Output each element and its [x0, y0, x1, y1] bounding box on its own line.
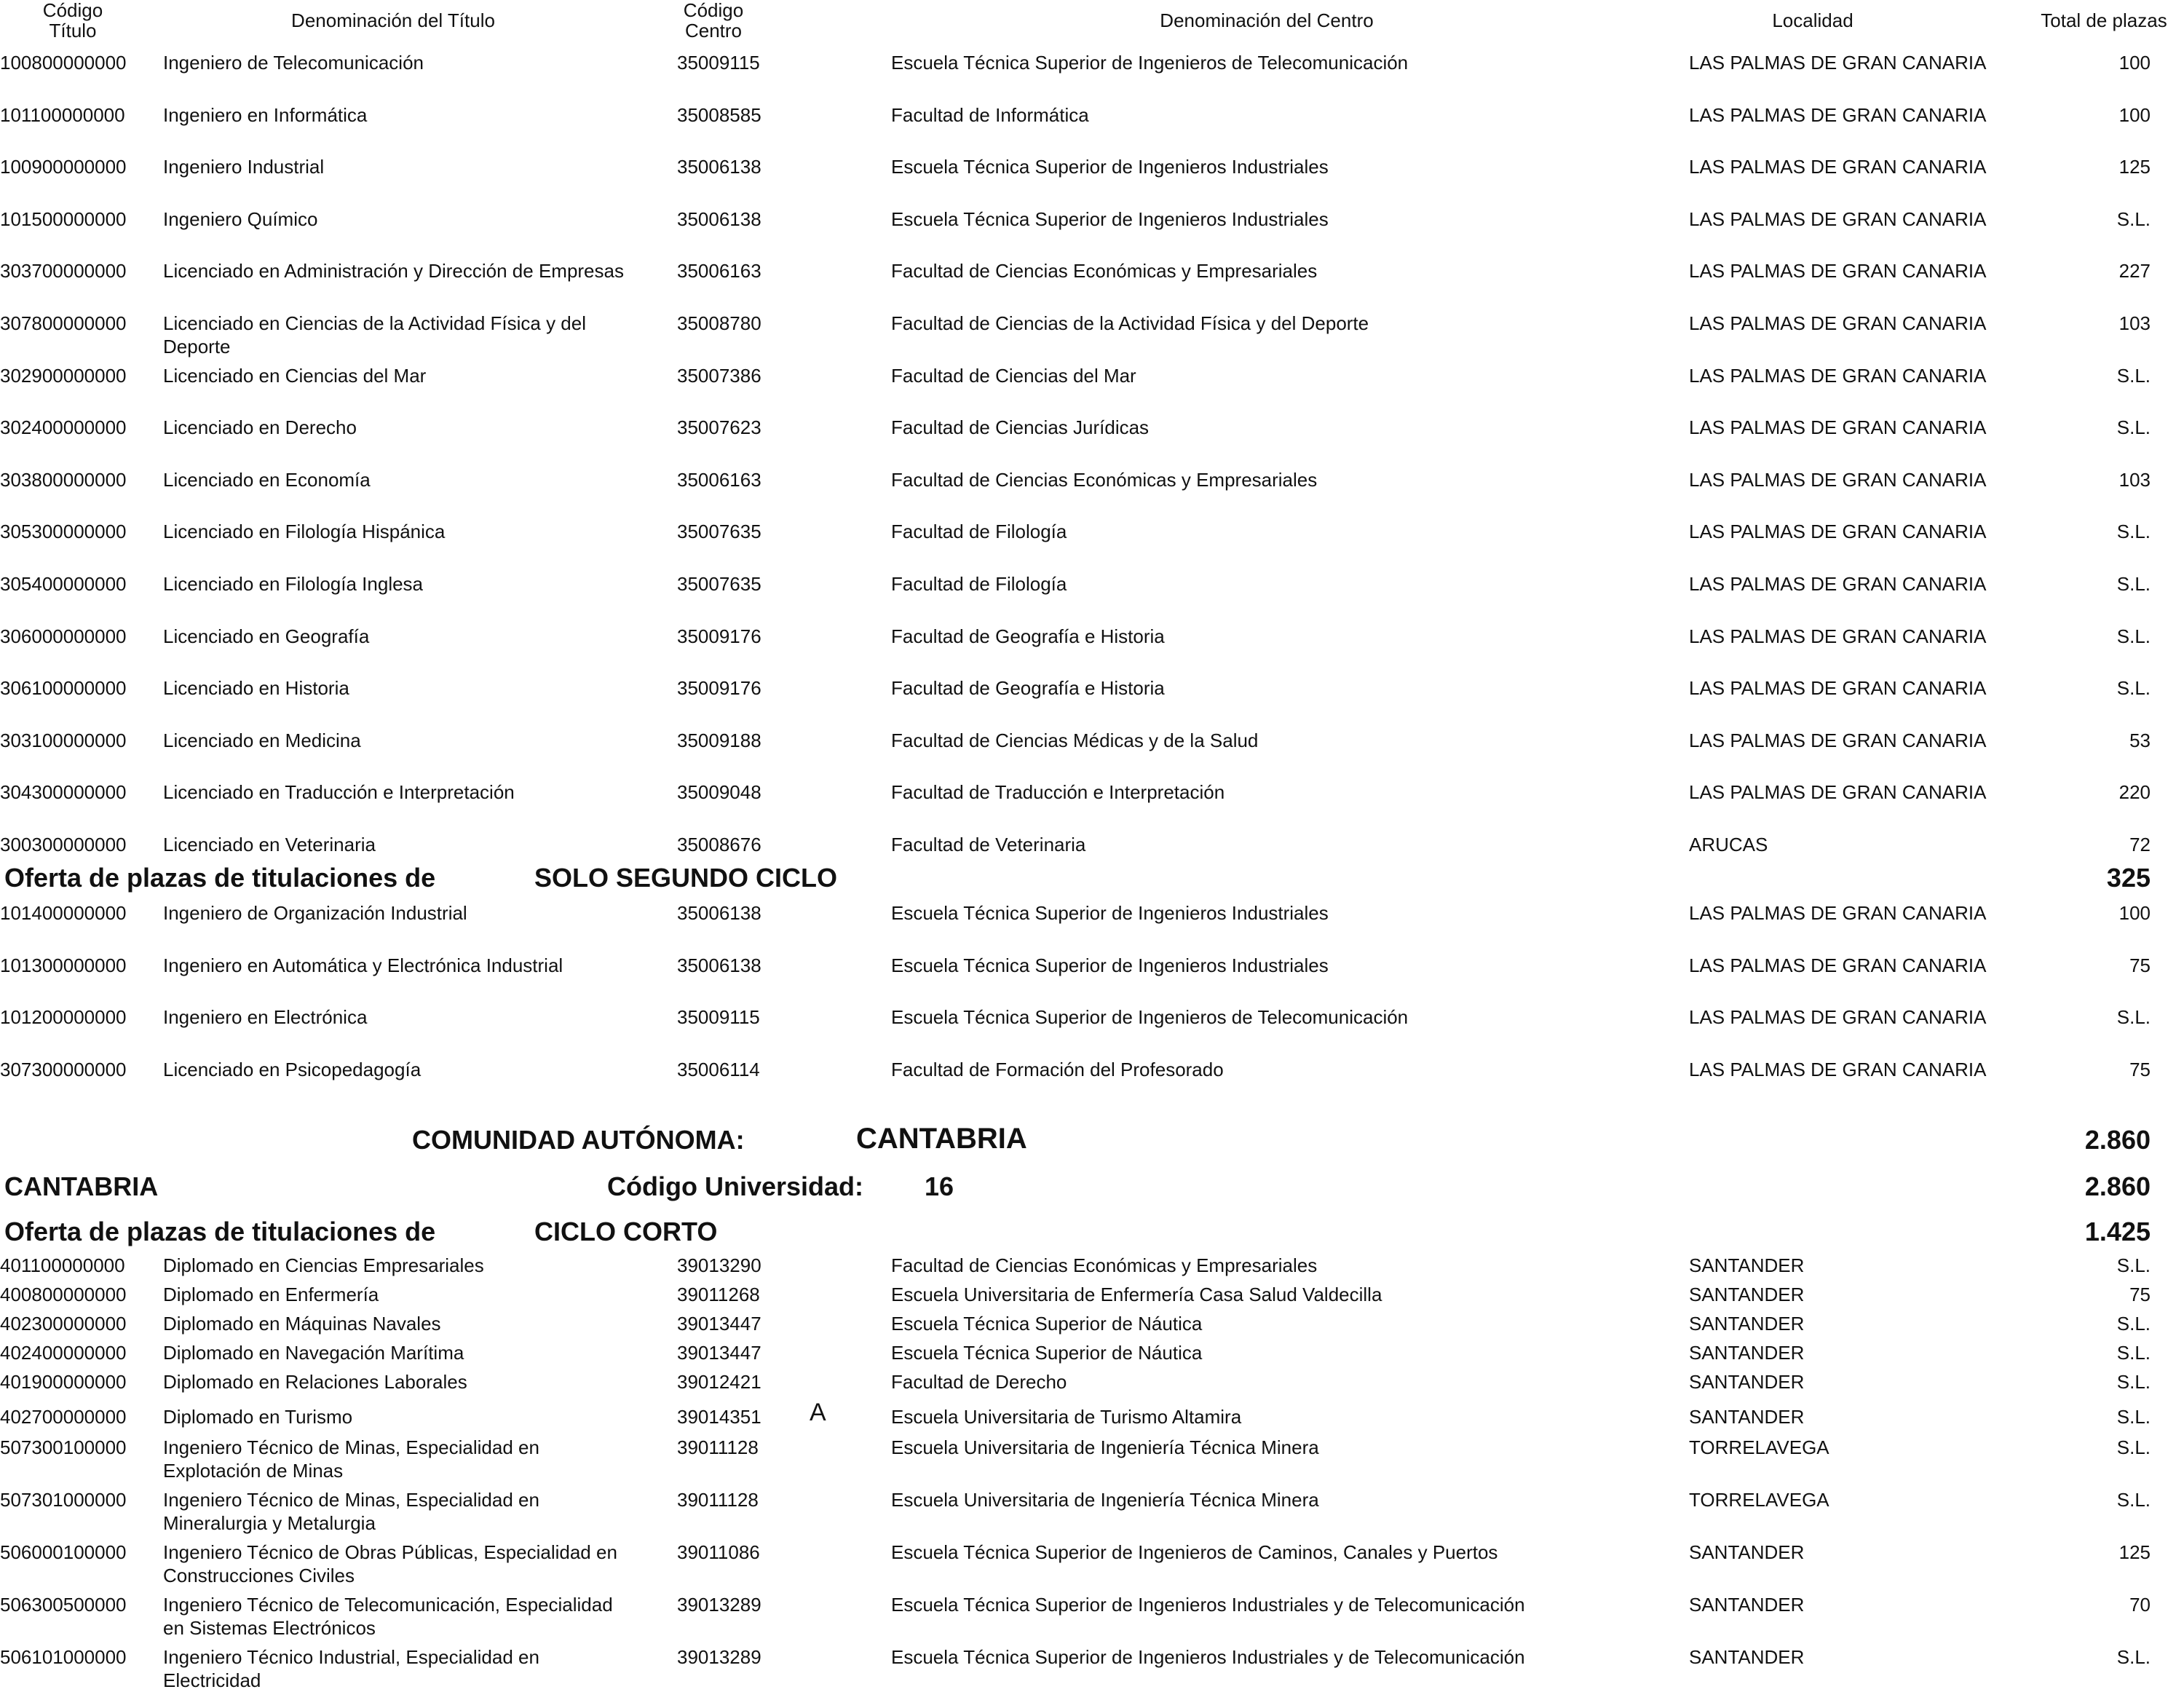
row-title: Licenciado en Psicopedagogía: [163, 1058, 422, 1080]
row-code: 101400000000: [0, 902, 127, 924]
row-code: 303800000000: [0, 468, 127, 491]
section-label-corto: Oferta de plazas de titulaciones de: [4, 1217, 436, 1246]
university-code-label: Código Universidad:: [607, 1171, 864, 1201]
row-code: 507301000000: [0, 1489, 127, 1511]
row-title: Diplomado en Ciencias Empresariales: [163, 1254, 484, 1276]
row-title: Licenciado en Medicina: [163, 729, 361, 751]
row-center-code: 39013289: [677, 1594, 761, 1616]
row-title: Licenciado en Administración y Dirección de Empresas: [163, 260, 624, 282]
row-locality: SANTANDER: [1689, 1313, 1805, 1335]
row-center-code: 35007635: [677, 573, 761, 595]
row-center-code: 35009176: [677, 677, 761, 700]
row-center-code: 39014351: [677, 1406, 761, 1428]
row-title: Ingeniero Técnico de Minas, Especialidad en Mineralurgia y Metalurgia: [163, 1489, 539, 1534]
row-locality: LAS PALMAS DE GRAN CANARIA: [1689, 52, 1987, 74]
row-center-name: Facultad de Formación del Profesorado: [891, 1058, 1224, 1080]
section-type-segundo: SOLO SEGUNDO CICLO: [534, 863, 838, 893]
row-locality: LAS PALMAS DE GRAN CANARIA: [1689, 103, 1987, 126]
row-locality: LAS PALMAS DE GRAN CANARIA: [1689, 729, 1987, 751]
header-denominacion-titulo: Denominación del Título: [291, 9, 495, 31]
row-center-name: Facultad de Ciencias Económicas y Empresariales: [891, 468, 1318, 491]
row-locality: SANTANDER: [1689, 1284, 1805, 1305]
row-code: 307800000000: [0, 312, 127, 334]
row-center-code: 35008585: [677, 103, 761, 126]
row-code: 506300500000: [0, 1594, 127, 1616]
row-code: 401900000000: [0, 1371, 127, 1393]
row-center-code: 35006138: [677, 207, 761, 230]
row-center-name: Escuela Universitaria de Ingeniería Técnica Minera: [891, 1489, 1319, 1511]
header-total-plazas: Total de plazas: [2041, 9, 2167, 31]
row-center-name: Escuela Técnica Superior de Ingenieros de Telecomunicación: [891, 1006, 1409, 1029]
row-code: 302400000000: [0, 416, 127, 439]
row-code: 305400000000: [0, 573, 127, 595]
row-code: 100900000000: [0, 156, 127, 178]
section-total-segundo: 325: [2106, 863, 2151, 893]
row-center-name: Escuela Técnica Superior de Ingenieros de Caminos, Canales y Puertos: [891, 1541, 1498, 1563]
row-center-code: 39011128: [677, 1436, 759, 1458]
row-center-name: Facultad de Filología: [891, 521, 1067, 543]
row-locality: LAS PALMAS DE GRAN CANARIA: [1689, 625, 1987, 647]
row-center-name: Facultad de Geografía e Historia: [891, 625, 1165, 647]
row-center-name: Escuela Universitaria de Enfermería Casa Salud Valdecilla: [891, 1284, 1382, 1305]
header-denominacion-centro: Denominación del Centro: [1160, 9, 1374, 31]
row-center-code: 35007386: [677, 364, 761, 387]
row-total: 220: [2118, 781, 2151, 804]
row-title: Ingeniero en Electrónica: [163, 1006, 368, 1029]
row-locality: TORRELAVEGA: [1689, 1489, 1829, 1511]
row-mark: A: [810, 1399, 826, 1426]
row-total: S.L.: [2116, 1006, 2151, 1029]
community-name: CANTABRIA: [856, 1123, 1027, 1155]
row-total: S.L.: [2116, 364, 2151, 387]
row-title: Ingeniero Técnico de Obras Públicas, Especialidad en Construcciones Civiles: [163, 1541, 617, 1586]
row-total: S.L.: [2116, 207, 2151, 230]
row-center-name: Escuela Técnica Superior de Ingenieros Industriales y de Telecomunicación: [891, 1594, 1525, 1616]
row-code: 507300100000: [0, 1436, 127, 1458]
university-name: CANTABRIA: [4, 1171, 159, 1201]
row-total: S.L.: [2116, 521, 2151, 543]
row-title: Diplomado en Navegación Marítima: [163, 1342, 464, 1364]
row-code: 101500000000: [0, 207, 127, 230]
row-total: 103: [2118, 468, 2151, 491]
row-code: 306100000000: [0, 677, 127, 700]
row-code: 506101000000: [0, 1646, 127, 1668]
row-center-code: 35009176: [677, 625, 761, 647]
university-code: 16: [925, 1171, 954, 1201]
row-total: 53: [2129, 729, 2151, 751]
row-total: 125: [2118, 156, 2151, 178]
row-locality: LAS PALMAS DE GRAN CANARIA: [1689, 468, 1987, 491]
row-center-name: Facultad de Ciencias del Mar: [891, 364, 1136, 387]
row-locality: LAS PALMAS DE GRAN CANARIA: [1689, 677, 1987, 700]
row-center-code: 35006114: [677, 1058, 760, 1080]
row-center-name: Escuela Técnica Superior de Ingenieros Industriales: [891, 902, 1329, 924]
row-total: 100: [2118, 103, 2151, 126]
row-title: Licenciado en Geografía: [163, 625, 370, 647]
row-center-code: 35007635: [677, 521, 761, 543]
row-locality: LAS PALMAS DE GRAN CANARIA: [1689, 207, 1987, 230]
row-center-code: 39011086: [677, 1541, 760, 1563]
row-locality: SANTANDER: [1689, 1371, 1805, 1393]
row-title: Diplomado en Enfermería: [163, 1284, 379, 1305]
row-code: 306000000000: [0, 625, 127, 647]
row-center-name: Facultad de Ciencias de la Actividad Física y del Deporte: [891, 312, 1369, 334]
row-center-name: Facultad de Ciencias Jurídicas: [891, 416, 1150, 439]
row-center-code: 35009048: [677, 781, 761, 804]
row-center-code: 35006163: [677, 468, 761, 491]
row-center-code: 35009188: [677, 729, 761, 751]
row-center-name: Facultad de Traducción e Interpretación: [891, 781, 1225, 804]
row-center-code: 35008780: [677, 312, 761, 334]
row-total: 125: [2118, 1541, 2151, 1563]
row-code: 302900000000: [0, 364, 127, 387]
row-locality: SANTANDER: [1689, 1594, 1805, 1616]
row-locality: LAS PALMAS DE GRAN CANARIA: [1689, 781, 1987, 804]
row-code: 400800000000: [0, 1284, 127, 1305]
row-total: S.L.: [2116, 573, 2151, 595]
row-center-code: 35006138: [677, 902, 761, 924]
row-title: Licenciado en Historia: [163, 677, 349, 700]
row-total: 227: [2118, 260, 2151, 282]
row-title: Licenciado en Derecho: [163, 416, 357, 439]
row-title: Ingeniero en Automática y Electrónica Industrial: [163, 954, 563, 976]
section-total-corto: 1.425: [2084, 1217, 2151, 1246]
header-codigo-centro: Código Centro: [683, 0, 744, 41]
row-code: 305300000000: [0, 521, 127, 543]
row-code: 402700000000: [0, 1406, 127, 1428]
row-center-code: 39011128: [677, 1489, 759, 1511]
row-center-name: Escuela Técnica Superior de Ingenieros Industriales y de Telecomunicación: [891, 1646, 1525, 1668]
row-center-code: 35008676: [677, 834, 761, 855]
row-locality: TORRELAVEGA: [1689, 1436, 1829, 1458]
row-title: Diplomado en Turismo: [163, 1406, 353, 1428]
row-title: Licenciado en Ciencias de la Actividad Física y del Deporte: [163, 312, 586, 357]
row-code: 101100000000: [0, 103, 125, 126]
row-center-name: Facultad de Ciencias Médicas y de la Salud: [891, 729, 1259, 751]
row-code: 300300000000: [0, 834, 127, 855]
row-locality: ARUCAS: [1689, 834, 1768, 855]
row-locality: LAS PALMAS DE GRAN CANARIA: [1689, 156, 1987, 178]
row-total: S.L.: [2116, 677, 2151, 700]
row-total: S.L.: [2116, 1436, 2151, 1458]
row-center-name: Facultad de Ciencias Económicas y Empresariales: [891, 1254, 1318, 1276]
row-center-code: 39011268: [677, 1284, 760, 1305]
row-center-code: 35006138: [677, 954, 761, 976]
row-center-code: 39013290: [677, 1254, 761, 1276]
row-center-name: Facultad de Derecho: [891, 1371, 1067, 1393]
row-locality: SANTANDER: [1689, 1406, 1805, 1428]
row-total: S.L.: [2116, 1646, 2151, 1668]
row-center-code: 35006163: [677, 260, 761, 282]
row-code: 101200000000: [0, 1006, 127, 1029]
row-center-code: 39013447: [677, 1342, 761, 1364]
row-title: Diplomado en Máquinas Navales: [163, 1313, 441, 1335]
row-center-code: 35009115: [677, 52, 760, 74]
row-center-name: Facultad de Informática: [891, 103, 1089, 126]
row-total: 72: [2129, 834, 2151, 855]
row-code: 307300000000: [0, 1058, 127, 1080]
row-locality: LAS PALMAS DE GRAN CANARIA: [1689, 260, 1987, 282]
section-label-segundo: Oferta de plazas de titulaciones de: [4, 863, 436, 893]
row-locality: LAS PALMAS DE GRAN CANARIA: [1689, 416, 1987, 439]
row-code: 101300000000: [0, 954, 127, 976]
row-total: S.L.: [2116, 1342, 2151, 1364]
row-title: Ingeniero Técnico Industrial, Especialidad en Electricidad: [163, 1646, 539, 1691]
row-title: Ingeniero Químico: [163, 207, 318, 230]
row-locality: SANTANDER: [1689, 1342, 1805, 1364]
header-codigo-titulo: Código Título: [42, 0, 103, 41]
row-center-name: Escuela Universitaria de Turismo Altamira: [891, 1406, 1242, 1428]
row-center-name: Escuela Técnica Superior de Ingenieros de Telecomunicación: [891, 52, 1409, 74]
row-total: S.L.: [2116, 1406, 2151, 1428]
row-locality: SANTANDER: [1689, 1254, 1805, 1276]
row-center-name: Facultad de Veterinaria: [891, 834, 1086, 855]
row-center-code: 39013289: [677, 1646, 761, 1668]
row-center-name: Escuela Técnica Superior de Ingenieros Industriales: [891, 954, 1329, 976]
row-center-code: 39013447: [677, 1313, 761, 1335]
row-code: 401100000000: [0, 1254, 125, 1276]
row-total: 100: [2118, 52, 2151, 74]
row-total: 75: [2129, 954, 2151, 976]
row-code: 303700000000: [0, 260, 127, 282]
community-total: 2.860: [2084, 1125, 2151, 1155]
row-title: Licenciado en Veterinaria: [163, 834, 376, 855]
row-title: Ingeniero Técnico de Telecomunicación, Especialidad en Sistemas Electrónicos: [163, 1594, 613, 1639]
row-title: Ingeniero en Informática: [163, 103, 368, 126]
row-center-name: Escuela Universitaria de Ingeniería Técnica Minera: [891, 1436, 1319, 1458]
row-center-name: Facultad de Geografía e Historia: [891, 677, 1165, 700]
section-type-corto: CICLO CORTO: [534, 1217, 718, 1246]
row-center-name: Escuela Técnica Superior de Ingenieros Industriales: [891, 207, 1329, 230]
row-locality: SANTANDER: [1689, 1646, 1805, 1668]
row-locality: LAS PALMAS DE GRAN CANARIA: [1689, 1058, 1987, 1080]
row-total: S.L.: [2116, 1489, 2151, 1511]
row-title: Diplomado en Relaciones Laborales: [163, 1371, 467, 1393]
row-total: 70: [2129, 1594, 2151, 1616]
row-code: 402400000000: [0, 1342, 127, 1364]
row-code: 100800000000: [0, 52, 127, 74]
row-center-code: 35006138: [677, 156, 761, 178]
row-total: S.L.: [2116, 625, 2151, 647]
row-title: Licenciado en Ciencias del Mar: [163, 364, 427, 387]
row-locality: LAS PALMAS DE GRAN CANARIA: [1689, 1006, 1987, 1029]
row-title: Ingeniero Técnico de Minas, Especialidad en Explotación de Minas: [163, 1436, 539, 1482]
row-code: 402300000000: [0, 1313, 127, 1335]
row-locality: LAS PALMAS DE GRAN CANARIA: [1689, 521, 1987, 543]
row-locality: SANTANDER: [1689, 1541, 1805, 1563]
row-code: 303100000000: [0, 729, 127, 751]
row-locality: LAS PALMAS DE GRAN CANARIA: [1689, 364, 1987, 387]
row-total: S.L.: [2116, 1254, 2151, 1276]
university-total: 2.860: [2084, 1171, 2151, 1201]
row-center-code: 35007623: [677, 416, 761, 439]
community-label: COMUNIDAD AUTÓNOMA:: [412, 1125, 745, 1155]
header-localidad: Localidad: [1772, 9, 1853, 31]
row-total: 75: [2129, 1058, 2151, 1080]
row-title: Licenciado en Filología Inglesa: [163, 573, 424, 595]
row-total: 103: [2118, 312, 2151, 334]
row-center-name: Escuela Técnica Superior de Ingenieros Industriales: [891, 156, 1329, 178]
row-code: 304300000000: [0, 781, 127, 804]
row-center-code: 35009115: [677, 1006, 760, 1029]
row-locality: LAS PALMAS DE GRAN CANARIA: [1689, 902, 1987, 924]
row-locality: LAS PALMAS DE GRAN CANARIA: [1689, 954, 1987, 976]
row-total: S.L.: [2116, 1313, 2151, 1335]
row-code: 506000100000: [0, 1541, 127, 1563]
row-center-code: 39012421: [677, 1371, 761, 1393]
row-center-name: Facultad de Ciencias Económicas y Empresariales: [891, 260, 1318, 282]
row-title: Licenciado en Economía: [163, 468, 371, 491]
row-title: Ingeniero de Telecomunicación: [163, 52, 424, 74]
row-total: 100: [2118, 902, 2151, 924]
row-total: 75: [2129, 1284, 2151, 1305]
row-total: S.L.: [2116, 1371, 2151, 1393]
row-title: Licenciado en Filología Hispánica: [163, 521, 446, 543]
row-title: Licenciado en Traducción e Interpretación: [163, 781, 515, 804]
row-center-name: Facultad de Filología: [891, 573, 1067, 595]
row-total: S.L.: [2116, 416, 2151, 439]
row-center-name: Escuela Técnica Superior de Náutica: [891, 1313, 1203, 1335]
row-locality: LAS PALMAS DE GRAN CANARIA: [1689, 312, 1987, 334]
row-title: Ingeniero Industrial: [163, 156, 325, 178]
row-locality: LAS PALMAS DE GRAN CANARIA: [1689, 573, 1987, 595]
row-title: Ingeniero de Organización Industrial: [163, 902, 467, 924]
row-center-name: Escuela Técnica Superior de Náutica: [891, 1342, 1203, 1364]
